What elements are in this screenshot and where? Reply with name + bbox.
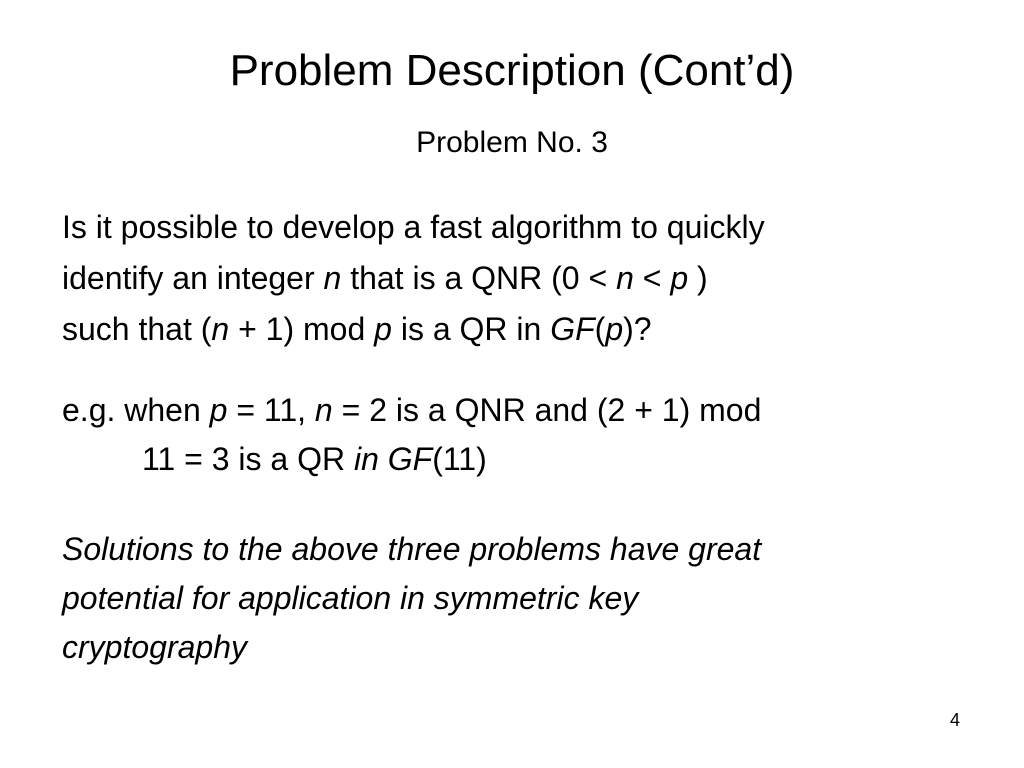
math-field-gf: GF (550, 311, 595, 347)
text-segment: ) (688, 260, 708, 296)
math-variable-p: p (209, 392, 228, 428)
math-variable-n: n (616, 260, 634, 296)
text-segment: )? (623, 311, 652, 347)
conclusion (62, 525, 982, 672)
math-variable-p: p (605, 311, 624, 347)
text-segment: (11) (432, 441, 487, 477)
example-line-2 (62, 435, 982, 484)
problem-line-3 (62, 304, 982, 355)
conclusion-line-3: cryptography (62, 629, 247, 665)
text-segment: ( (594, 311, 606, 347)
conclusion-line-2: potential for application in symmetric key (62, 580, 639, 616)
text-segment: < (633, 260, 671, 296)
problem-statement (62, 202, 982, 355)
text-segment: that is a QNR (0 < (341, 260, 617, 296)
text-segment: identify an integer (62, 260, 324, 296)
example-line-1 (62, 386, 982, 435)
math-field-gf: in GF (353, 441, 433, 477)
math-variable-n: n (314, 392, 333, 428)
math-variable-n: n (211, 311, 230, 347)
math-variable-n: n (323, 260, 342, 296)
math-variable-p: p (670, 260, 689, 296)
math-variable-p: p (374, 311, 392, 347)
text-segment: is a QR in (391, 311, 551, 347)
slide-title: Problem Description (Cont’d) (229, 46, 795, 95)
example (62, 386, 982, 484)
text-segment: + 1) mod (229, 311, 375, 347)
page-number: 4 (950, 710, 961, 730)
text-segment: = 2 is a QNR and (2 + 1) mod (332, 392, 762, 428)
conclusion-line-1: Solutions to the above three problems have great (62, 531, 762, 567)
slide-subtitle: Problem No. 3 (416, 126, 608, 159)
text-segment: = 11, (227, 392, 315, 428)
text-segment: e.g. when (62, 392, 210, 428)
text-segment: 11 = 3 is a QR (142, 441, 354, 477)
text-segment: such that ( (62, 311, 212, 347)
problem-line-2 (62, 253, 982, 304)
problem-line-1: Is it possible to develop a fast algorithm to quickly (62, 209, 765, 245)
